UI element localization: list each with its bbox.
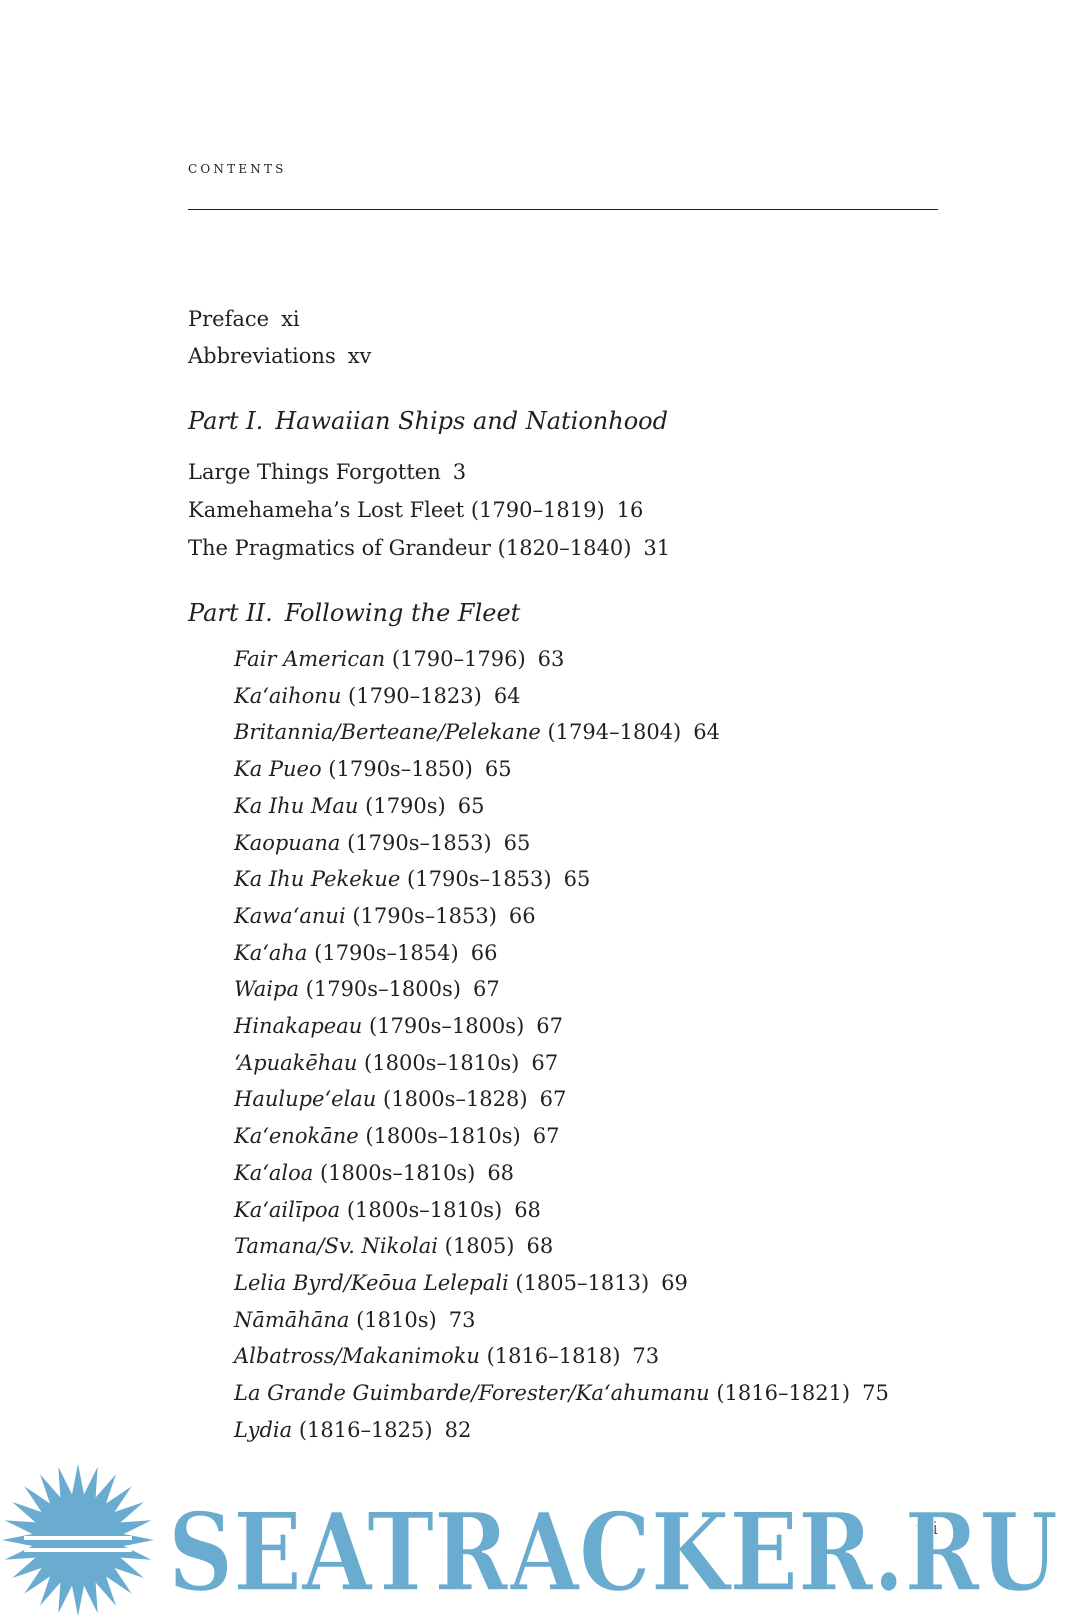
entry-title: Kamehameha’s Lost Fleet — [188, 498, 465, 522]
entry-page: 63 — [537, 647, 565, 671]
entry-page: 68 — [514, 1197, 541, 1222]
toc-entry-ship — [234, 1307, 475, 1333]
entry-dates: (1790s–1853) — [352, 903, 497, 928]
toc-entry-ship — [234, 1123, 559, 1149]
part-label: Part II. — [188, 599, 273, 627]
ship-name: Ka Ihu Pekekue — [234, 867, 401, 892]
entry-dates: (1790s–1800s) — [305, 977, 461, 1002]
entry-page: 67 — [536, 1014, 563, 1038]
toc-entry-ship — [234, 1197, 541, 1223]
entry-dates: (1790–1819) — [470, 498, 605, 522]
entry-dates: (1800s–1828) — [383, 1087, 528, 1112]
entry-dates: (1800s–1810s) — [365, 1124, 521, 1149]
ship-name: Ka‘aihonu — [234, 683, 342, 708]
entry-page: 65 — [484, 757, 512, 782]
ship-name: Kawa‘anui — [234, 903, 346, 928]
toc-entry-ship — [234, 1417, 471, 1443]
ship-name: Fair American — [234, 647, 386, 671]
entry-page: 65 — [457, 793, 485, 818]
toc-entry-ship — [234, 646, 564, 672]
ship-name: Ka‘aha — [234, 940, 308, 965]
entry-dates: (1790s–1850) — [328, 757, 473, 782]
entry-title: Preface — [188, 307, 270, 331]
toc-entry-chapter — [188, 497, 643, 523]
ship-name: Ka Ihu Mau — [234, 793, 359, 818]
ship-name: Hinakapeau — [234, 1014, 363, 1038]
toc-entry-ship — [234, 1086, 566, 1112]
toc-entry-ship — [234, 940, 497, 966]
ship-name: Haulupe‘elau — [234, 1087, 377, 1112]
entry-dates: (1790s–1853) — [347, 830, 492, 855]
heading-rule — [188, 209, 938, 210]
entry-page: 67 — [531, 1050, 559, 1075]
entry-page: 73 — [632, 1344, 660, 1369]
ship-name: Waipa — [234, 977, 299, 1002]
ship-name: Lelia Byrd/Keōua Lelepali — [234, 1270, 509, 1295]
page-number: vii — [916, 1518, 938, 1539]
entry-page: 68 — [487, 1160, 515, 1185]
entry-title: Large Things Forgotten — [188, 460, 441, 484]
watermark-text: SEATRACKER.RU — [168, 1490, 1058, 1616]
ship-name: Kaopuana — [234, 830, 341, 855]
entry-page: 73 — [448, 1307, 476, 1332]
ship-name: ‘Apuakēhau — [234, 1050, 358, 1075]
part-title: Hawaiian Ships and Nationhood — [275, 407, 668, 435]
entry-page: 16 — [616, 498, 644, 522]
toc-entry-ship — [234, 793, 484, 819]
toc-entry-chapter — [188, 535, 670, 561]
entry-page: 64 — [693, 720, 720, 745]
entry-dates: (1790s–1854) — [314, 940, 459, 965]
entry-page: 31 — [643, 536, 671, 560]
toc-entry-abbreviations — [188, 343, 371, 369]
ship-name: Lydia — [234, 1417, 293, 1442]
entry-dates: (1790s–1853) — [407, 867, 552, 892]
ship-name: Albatross/Makanimoku — [234, 1344, 480, 1369]
entry-title: Abbreviations — [188, 344, 336, 368]
ship-name: Ka Pueo — [234, 757, 322, 782]
entry-page: 82 — [444, 1417, 472, 1442]
toc-entry-ship — [234, 1380, 889, 1406]
part-title: Following the Fleet — [284, 599, 521, 627]
entry-page: 65 — [503, 830, 531, 855]
entry-dates: (1805–1813) — [515, 1270, 650, 1295]
entry-page: 64 — [493, 683, 521, 708]
entry-page: 68 — [526, 1234, 554, 1259]
toc-entry-ship — [234, 1013, 563, 1039]
entry-dates: (1820–1840) — [497, 536, 632, 560]
toc-entry-ship — [234, 1050, 558, 1076]
toc-entry-ship — [234, 1343, 659, 1369]
entry-dates: (1816–1825) — [298, 1417, 433, 1442]
entry-page: xi — [281, 307, 300, 331]
toc-entry-ship — [234, 976, 500, 1002]
ship-name: La Grande Guimbarde/Forester/Ka‘ahumanu — [234, 1381, 710, 1405]
toc-entry-ship — [234, 756, 512, 782]
ship-name: Tamana/Sv. Nikolai — [234, 1234, 438, 1259]
part-label: Part I. — [188, 407, 264, 435]
toc-entry-chapter — [188, 459, 466, 485]
toc-entry-ship — [234, 683, 521, 709]
entry-page: 65 — [563, 867, 591, 892]
toc-entry-ship — [234, 719, 720, 745]
entry-dates: (1816–1818) — [486, 1344, 621, 1369]
toc-entry-preface — [188, 306, 300, 332]
toc-entry-ship — [234, 830, 530, 856]
toc-entry-ship — [234, 866, 590, 892]
entry-dates: (1800s–1810s) — [346, 1197, 503, 1222]
watermark — [0, 1462, 1080, 1620]
ship-name: Ka‘aloa — [234, 1160, 314, 1185]
entry-dates: (1810s) — [356, 1307, 437, 1332]
entry-dates: (1800s–1810s) — [364, 1050, 520, 1075]
entry-page: 75 — [862, 1381, 889, 1405]
entry-page: xv — [347, 344, 372, 368]
entry-dates: (1790–1796) — [391, 647, 526, 671]
entry-page: 66 — [508, 903, 536, 928]
entry-page: 69 — [661, 1270, 688, 1295]
sun-logo-icon — [2, 1464, 154, 1616]
entry-title: The Pragmatics of Grandeur — [188, 536, 491, 560]
entry-page: 67 — [539, 1087, 567, 1112]
entry-dates: (1794–1804) — [547, 720, 682, 745]
entry-dates: (1790–1823) — [348, 683, 482, 708]
part-1-heading — [188, 408, 668, 434]
toc-entry-ship — [234, 1233, 553, 1259]
ship-name: Ka‘enokāne — [234, 1124, 359, 1149]
entry-dates: (1816–1821) — [716, 1381, 851, 1405]
ship-name: Britannia/Berteane/Pelekane — [234, 720, 541, 745]
entry-dates: (1790s) — [365, 793, 446, 818]
entry-dates: (1800s–1810s) — [319, 1160, 476, 1185]
toc-heading: contents — [188, 158, 287, 178]
entry-dates: (1790s–1800s) — [368, 1014, 525, 1038]
entry-page: 67 — [472, 977, 500, 1002]
part-2-heading — [188, 600, 520, 626]
toc-entry-ship — [234, 903, 536, 929]
entry-page: 67 — [532, 1124, 560, 1149]
toc-entry-ship — [234, 1270, 688, 1296]
ship-name: Nāmāhāna — [234, 1307, 350, 1332]
toc-entry-ship — [234, 1160, 514, 1186]
entry-dates: (1805) — [444, 1234, 515, 1259]
entry-page: 3 — [452, 460, 467, 484]
ship-name: Ka‘ailīpoa — [234, 1197, 341, 1222]
entry-page: 66 — [470, 940, 498, 965]
